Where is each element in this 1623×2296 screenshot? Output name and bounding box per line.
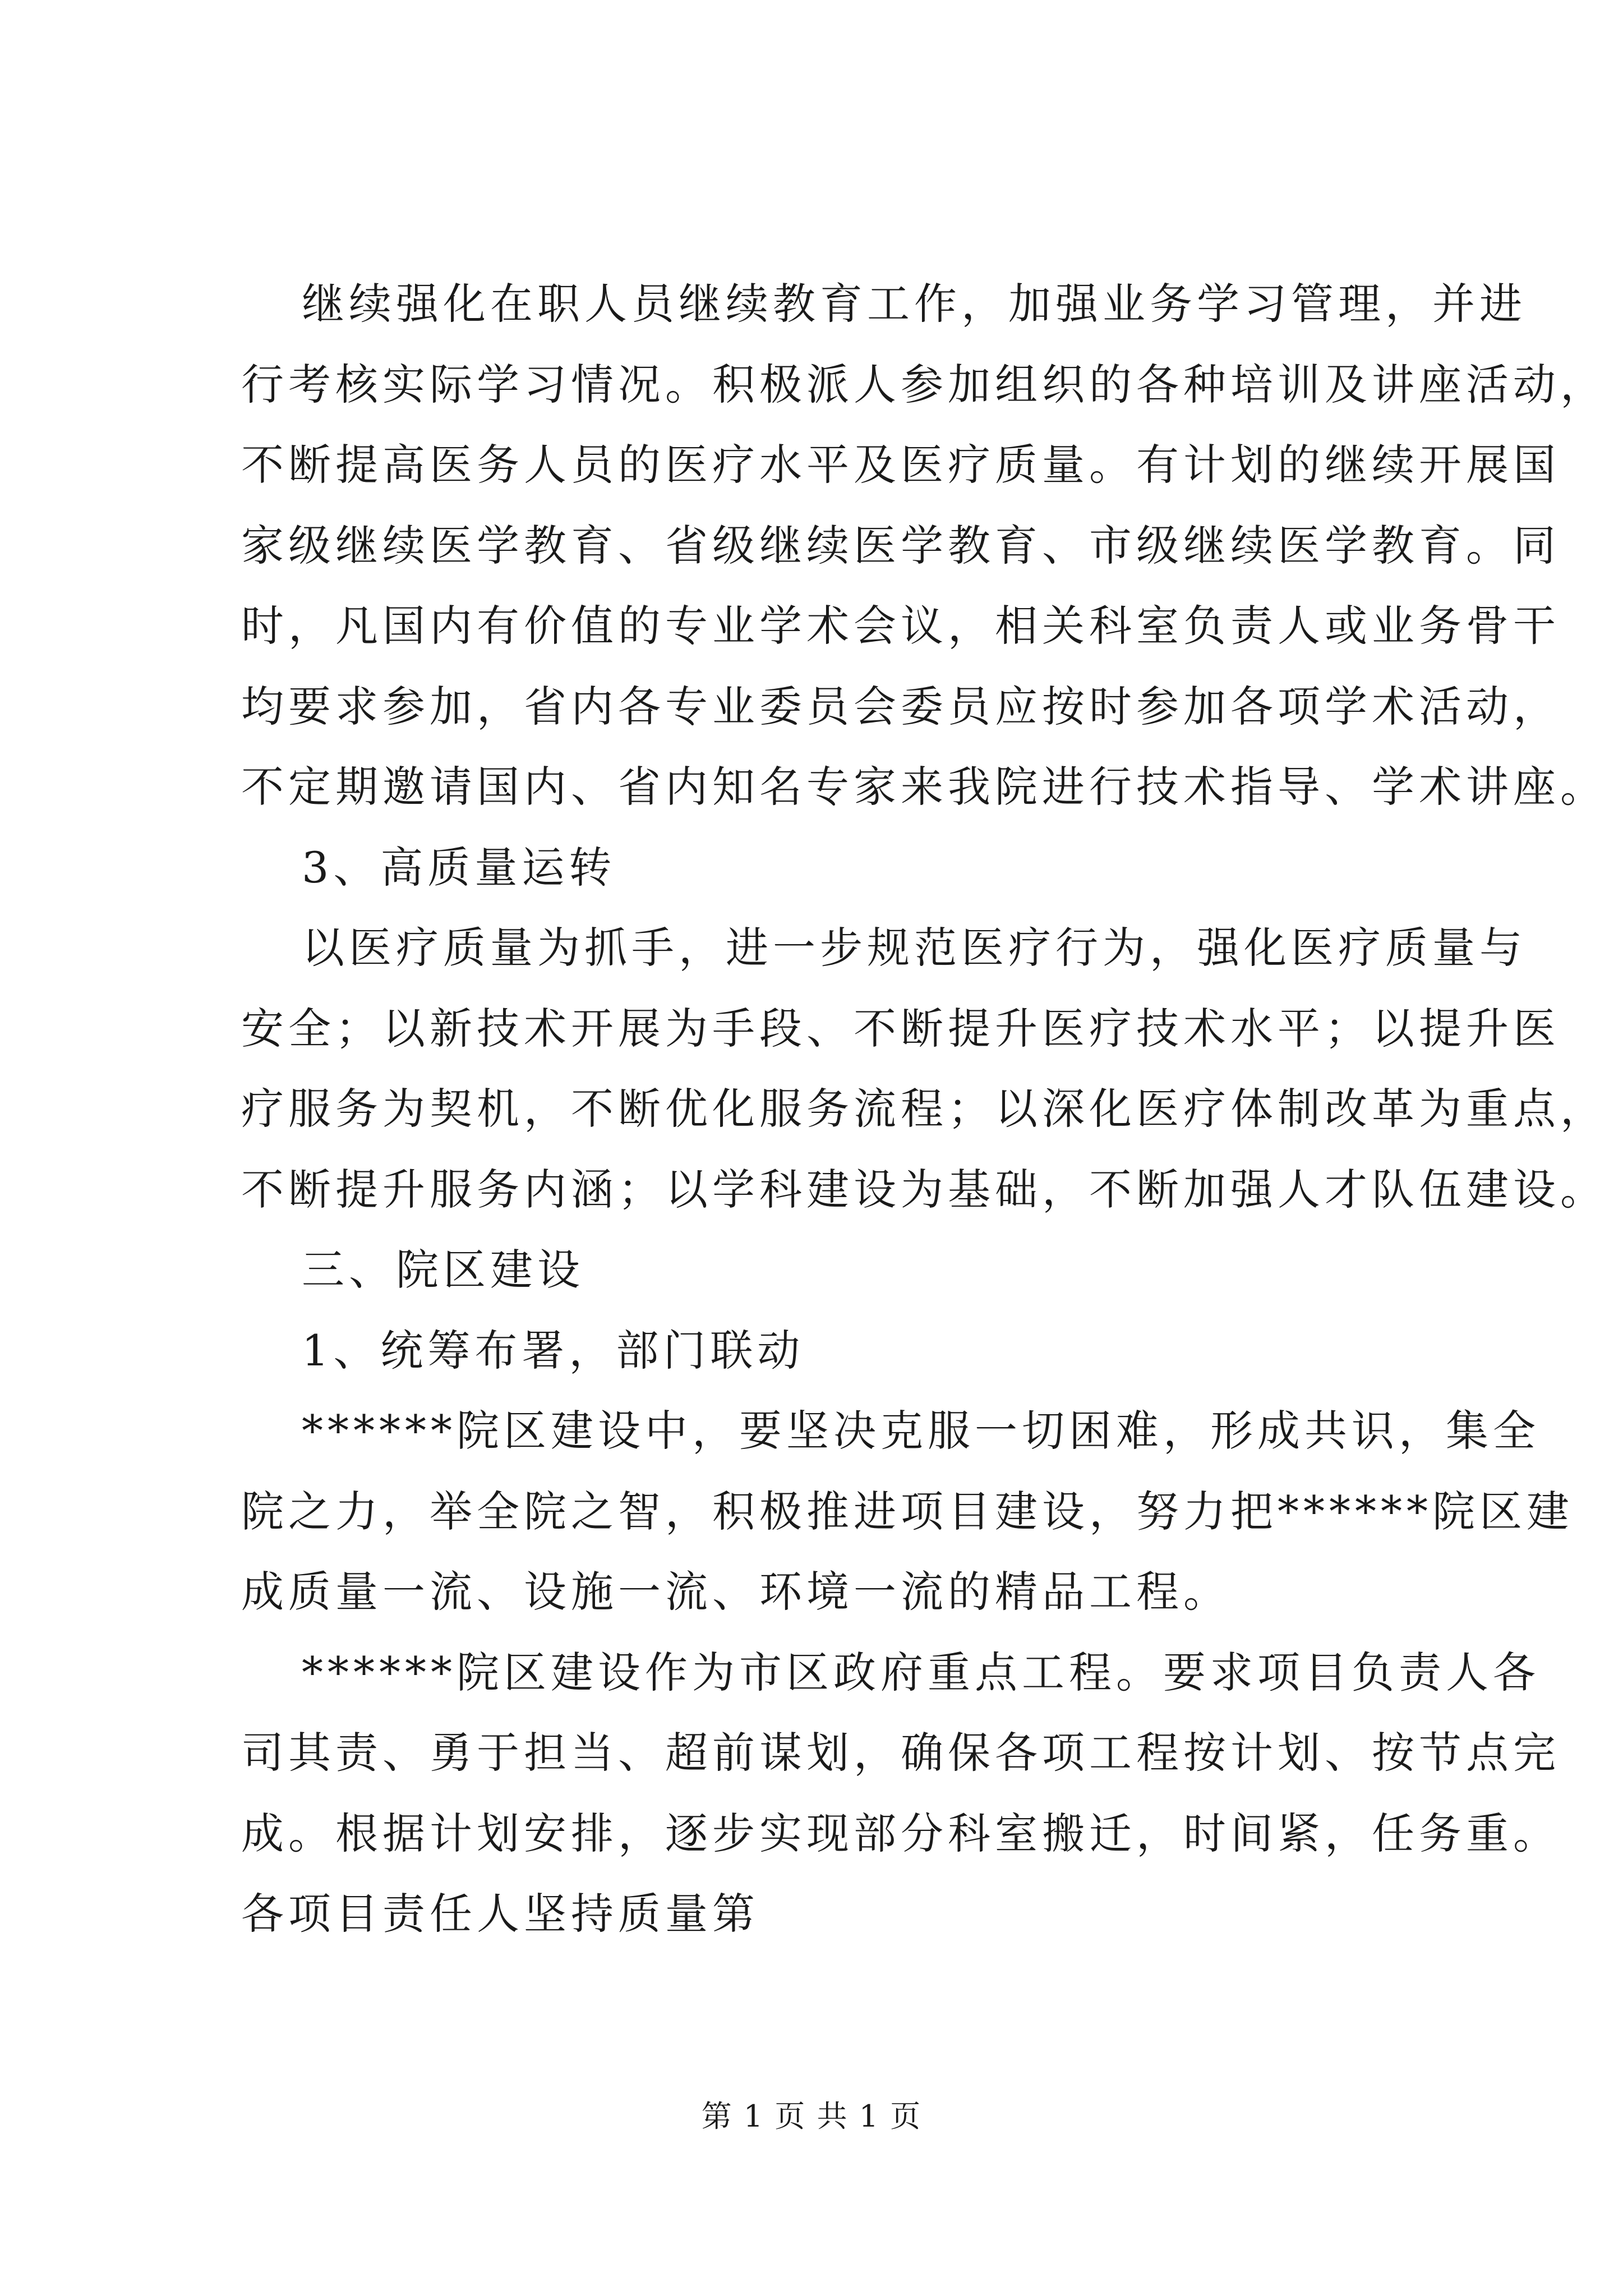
text-line: 均要求参加，省内各专业委员会委员应按时参加各项学术活动， [241, 681, 1560, 731]
text-line: 继续强化在职人员继续教育工作，加强业务学习管理，并进 [302, 279, 1527, 329]
text-line: 安全；以新技术开展为手段、不断提升医疗技术水平；以提升医 [241, 1003, 1560, 1053]
text-line: 不断提高医务人员的医疗水平及医疗质量。有计划的继续开展国 [241, 440, 1560, 490]
text-line: 不断提升服务内涵；以学科建设为基础，不断加强人才队伍建设。 [241, 1164, 1607, 1214]
text-line: 以医疗质量为抓手，进一步规范医疗行为，强化医疗质量与 [302, 923, 1527, 973]
section-heading: 三、院区建设 [302, 1245, 584, 1295]
text-line: 各项目责任人坚持质量第 [241, 1889, 759, 1939]
text-line: 司其责、勇于担当、超前谋划，确保各项工程按计划、按节点完 [241, 1728, 1560, 1778]
text-line: 疗服务为契机，不断优化服务流程；以深化医疗体制改革为重点， [241, 1084, 1607, 1134]
text-line: 成。根据计划安排，逐步实现部分科室搬迁，时间紧，任务重。 [241, 1808, 1560, 1858]
text-line: 时，凡国内有价值的专业学术会议，相关科室负责人或业务骨干 [241, 601, 1560, 651]
text-line: ******院区建设中，要坚决克服一切困难，形成共识，集全 [302, 1406, 1540, 1456]
section-heading: 1、统筹布署，部门联动 [302, 1325, 805, 1375]
text-line: 家级继续医学教育、省级继续医学教育、市级继续医学教育。同 [241, 520, 1560, 570]
text-line: 院之力，举全院之智，积极推进项目建设，努力把******院区建 [241, 1486, 1574, 1536]
text-line: 成质量一流、设施一流、环境一流的精品工程。 [241, 1567, 1230, 1617]
text-line: 行考核实际学习情况。积极派人参加组织的各种培训及讲座活动， [241, 359, 1607, 409]
section-heading: 3、高质量运转 [302, 842, 616, 892]
page-number-footer: 第 1 页 共 1 页 [701, 2099, 922, 2134]
text-line: ******院区建设作为市区政府重点工程。要求项目负责人各 [302, 1647, 1540, 1697]
text-line: 不定期邀请国内、省内知名专家来我院进行技术指导、学术讲座。 [241, 762, 1607, 812]
document-body [241, 264, 1607, 1954]
